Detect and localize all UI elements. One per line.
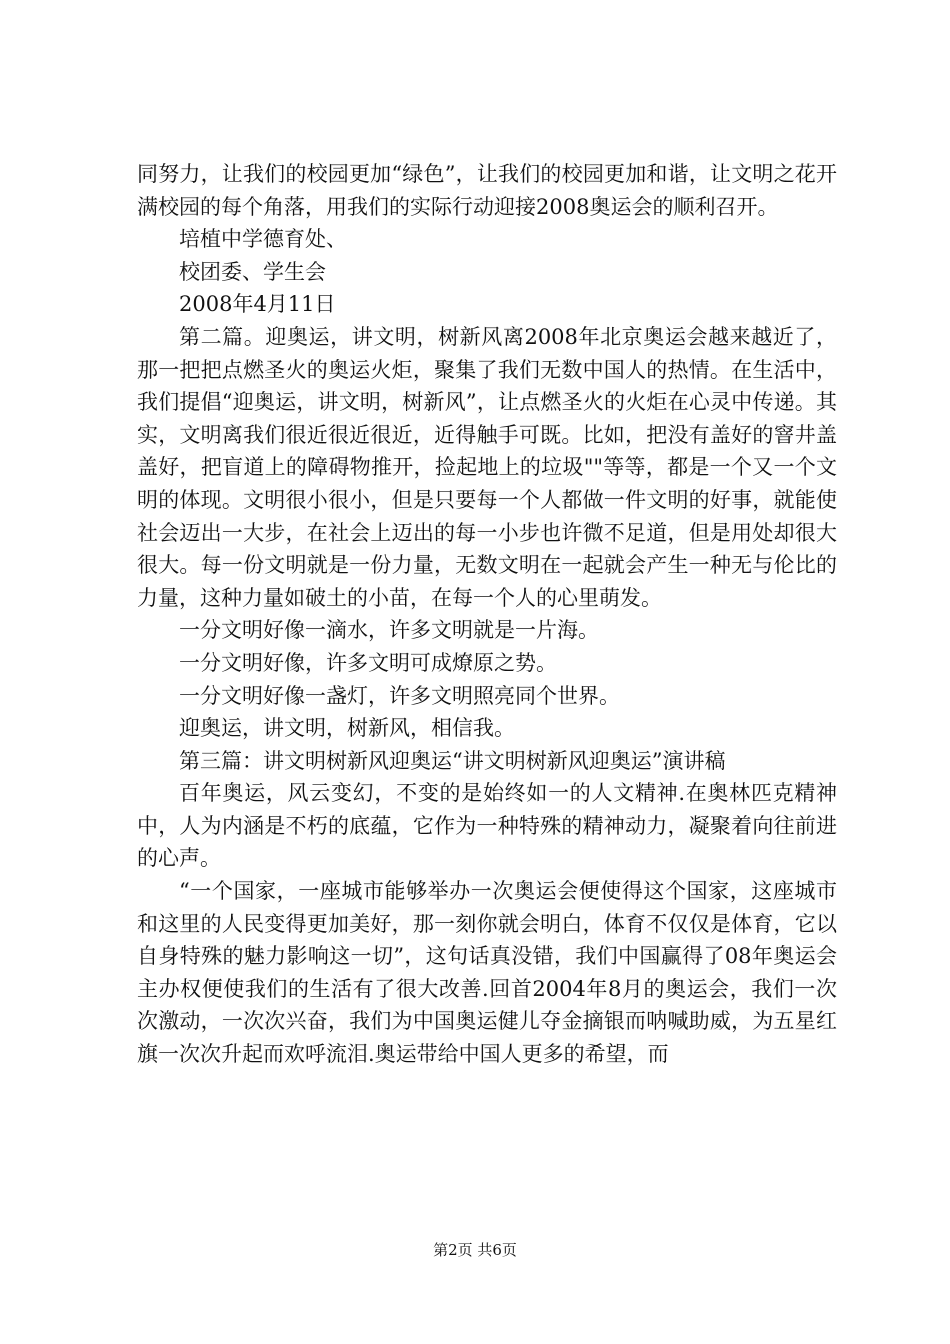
paragraph-line-prairie: 一分文明好像，许多文明可成燎原之势。 <box>179 650 557 675</box>
paragraph-part-two: 第二篇。迎奥运，讲文明，树新风离2008年北京奥运会越来越近了，那一把把点燃圣火的奥运火炬，聚集了我们无数中国人的热情。在生活中，我们提倡“迎奥运，讲文明，树新风”，让点燃圣火的火炬在心灵中传递。其实，文明离我们很近很近很近，近得触手可既。比如，把没有盖好的窨井盖盖好，把盲道上的障碍物推开，捡起地上的垃圾""等等，都是一个又一个文明的体现。文明很小很小，但是只要每一个人都做一件文明的好事，就能使社会迈出一大步，在社会上迈出的每一小步也许微不足道，但是用处却很大很大。每一份文明就是一份力量，无数文明在一起就会产生一种无与伦比的力量，这种力量如破土的小苗，在每一个人的心里萌发。 <box>137 324 837 610</box>
paragraph-olympic-quote: “一个国家，一座城市能够举办一次奥运会便使得这个国家，这座城市和这里的人民变得更加美好，那一刻你就会明白，体育不仅仅是体育，它以自身特殊的魅力影响这一切”，这句话真没错，我们中国赢得了08年奥运会主办权便使我们的生活有了很大改善.回首2004年8月的奥运会，我们一次次激动，一次次兴奋，我们为中国奥运健儿夺金摘银而呐喊助威，为五星红旗一次次升起而欢呼流泪.奥运带给中国人更多的希望，而 <box>137 879 837 1067</box>
page-number-footer: 第2页 共6页 <box>433 1241 517 1259</box>
signature-date: 2008年4月11日 <box>179 292 336 317</box>
paragraph-line-lamp: 一分文明好像一盏灯，许多文明照亮同个世界。 <box>179 683 620 708</box>
paragraph-line-water: 一分文明好像一滴水，许多文明就是一片海。 <box>179 618 599 643</box>
signature-organizations: 校团委、学生会 <box>179 259 326 284</box>
paragraph-continuation: 同努力，让我们的校园更加“绿色”，让我们的校园更加和谐，让文明之花开满校园的每个角落，用我们的实际行动迎接2008奥运会的顺利召开。 <box>137 162 837 219</box>
signature-department: 培植中学德育处、 <box>179 227 347 252</box>
section-heading-part-three: 第三篇：讲文明树新风迎奥运“讲文明树新风迎奥运”演讲稿 <box>179 748 726 773</box>
document-body <box>137 158 837 1071</box>
paragraph-olympic-spirit: 百年奥运，风云变幻，不变的是始终如一的人文精神.在奥林匹克精神中，人为内涵是不朽的底蕴，它作为一种特殊的精神动力，凝聚着向往前进的心声。 <box>137 781 837 871</box>
paragraph-line-slogan: 迎奥运，讲文明，树新风，相信我。 <box>179 716 515 741</box>
